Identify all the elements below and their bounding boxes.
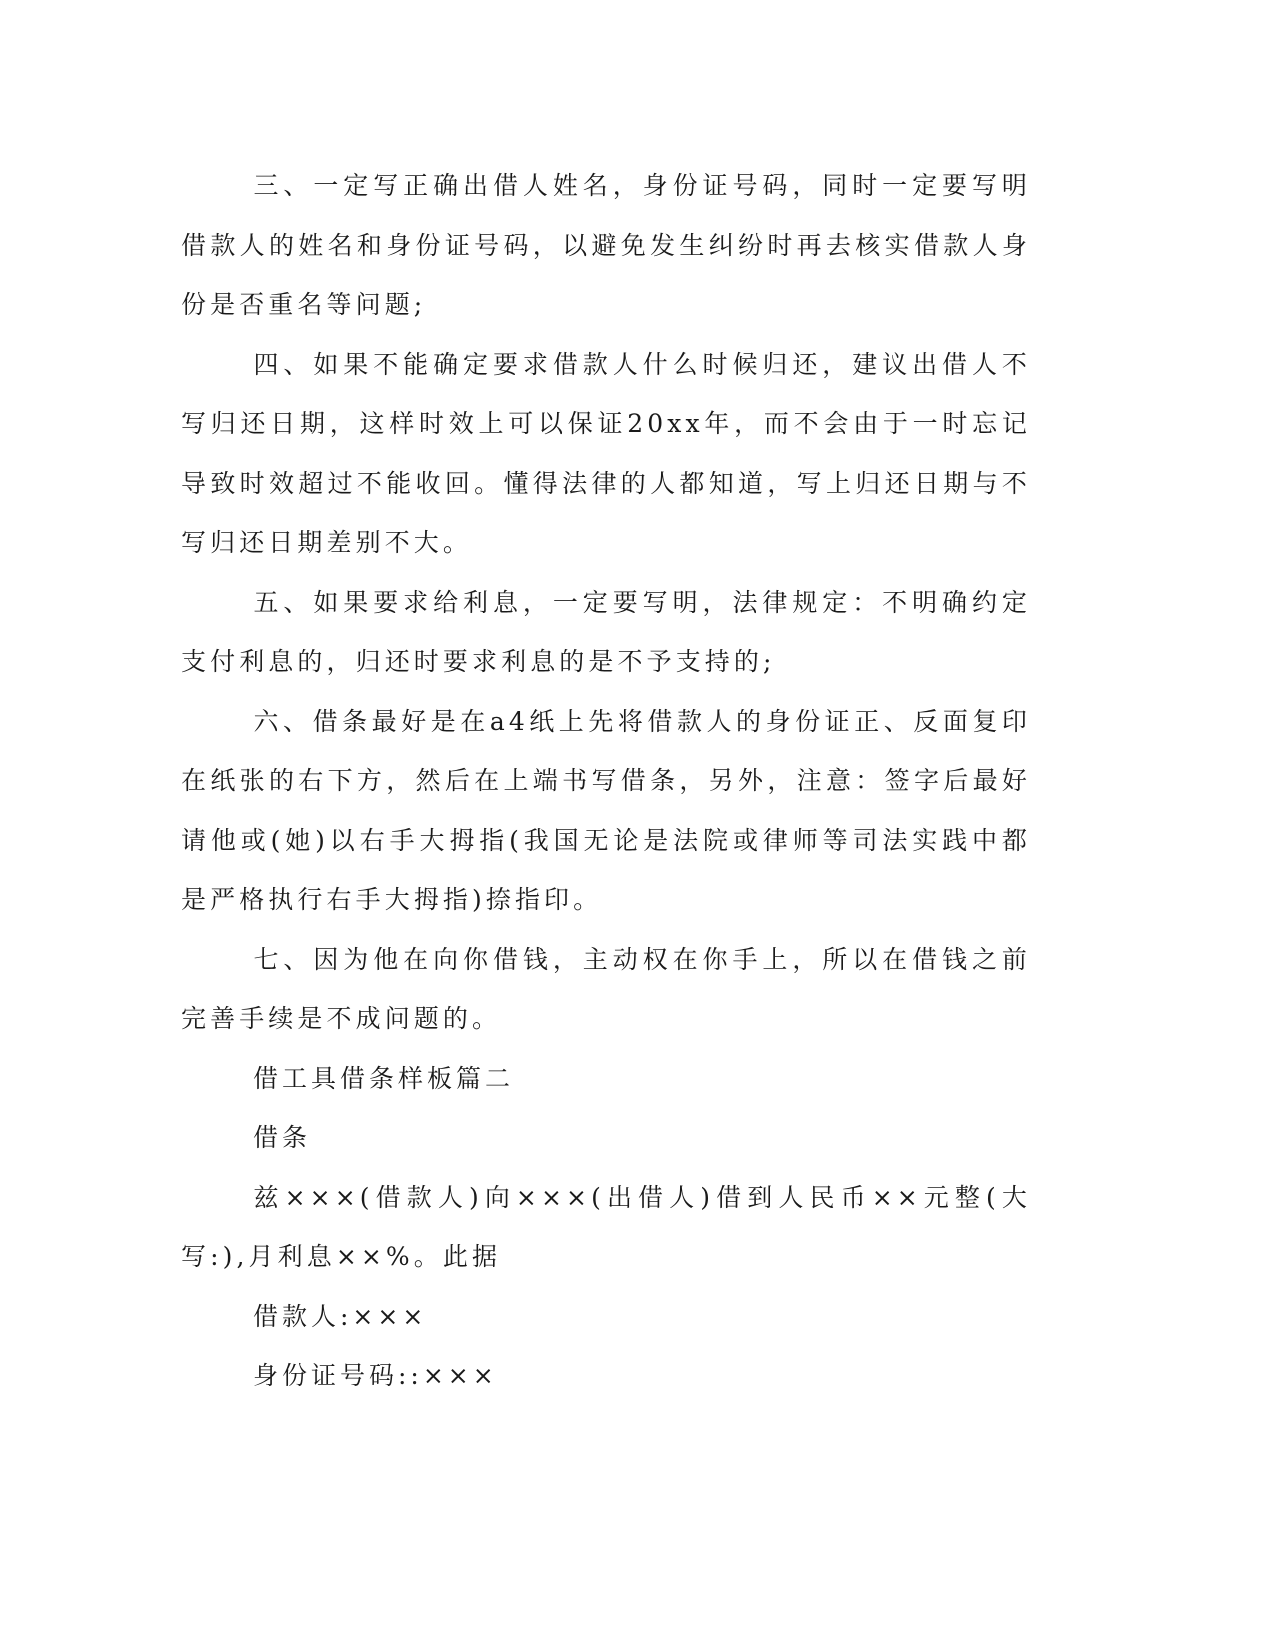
paragraph-3: 三、一定写正确出借人姓名，身份证号码，同时一定要写明借款人的姓名和身份证号码，以避免发生纠纷时再去核实借款人身份是否重名等问题; (181, 171, 1031, 319)
paragraph-6: 六、借条最好是在a4纸上先将借款人的身份证正、反面复印在纸张的右下方，然后在上端书写借条，另外，注意：签字后最好请他或(她)以右手大拇指(我国无论是法院或律师等司法实践中都是严格执行右手大拇指)捺指印。 (181, 706, 1031, 914)
paragraph-5: 五、如果要求给利息，一定要写明，法律规定：不明确约定支付利息的，归还时要求利息的是不予支持的; (181, 587, 1031, 676)
paragraph-7: 七、因为他在向你借钱，主动权在你手上，所以在借钱之前完善手续是不成问题的。 (181, 944, 1031, 1033)
note-body: 兹×××(借款人)向×××(出借人)借到人民币××元整(大写:),月利息××%。此据 (181, 1182, 1031, 1271)
note-title: 借条 (253, 1123, 312, 1152)
id-number-line: 身份证号码::××× (253, 1361, 498, 1390)
borrower-line: 借款人:××× (253, 1301, 428, 1331)
document-body (181, 156, 1031, 1406)
paragraph-4: 四、如果不能确定要求借款人什么时候归还，建议出借人不写归还日期，这样时效上可以保证20xx年，而不会由于一时忘记导致时效超过不能收回。懂得法律的人都知道，写上归还日期与不写归还日期差别不大。 (181, 349, 1031, 557)
section-heading: 借工具借条样板篇二 (253, 1063, 515, 1093)
